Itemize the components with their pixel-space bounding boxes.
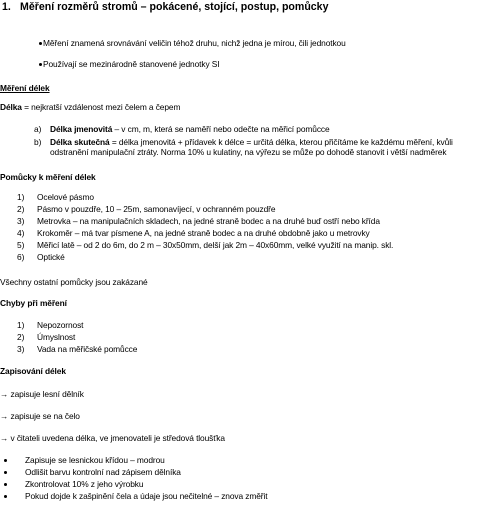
definition-text: = nejkratší vzdálenost mezi čelem a čepem xyxy=(21,102,181,112)
list-marker: 1) xyxy=(17,192,25,202)
arrow-line: → zapisuje lesní dělník xyxy=(0,389,84,399)
list-item-term: Délka skutečná xyxy=(50,137,110,147)
intro-bullet-text: Měření znamená srovnávání veličin téhož druhu, nichž jedna je mírou, čili jednotkou xyxy=(43,38,346,48)
list-item-text: = délka jmenovitá + přídavek k délce = určitá délka, kterou přičítáme ke každému měření, kvůli xyxy=(109,137,453,147)
list-item: Krokoměr – má tvar písmene A, na jedné straně bodec a na druhé obdobně jako u metrovky xyxy=(37,228,370,238)
list-item-text: – v cm, m, která se naměří nebo odečte na měřicí pomůcce xyxy=(112,124,330,134)
list-item-delka-skutecna xyxy=(50,137,453,147)
bullet-item: Zapisuje se lesnickou křídou – modrou xyxy=(25,455,165,465)
list-item: Ocelové pásmo xyxy=(37,192,94,202)
arrow-line: → v čitateli uvedena délka, ve jmenovateli je středová tloušťka xyxy=(0,433,225,443)
bullet-item: Pokud dojde k zašpinění čela a údaje jsou nečitelné – znova změřit xyxy=(25,491,268,501)
bullet-item: Zkontrolovat 10% z jeho výrobku xyxy=(25,479,144,489)
list-marker: 2) xyxy=(17,204,25,214)
bullet-marker xyxy=(4,459,7,462)
bullet-marker xyxy=(4,495,7,498)
section-heading-mereni-delek: Měření délek xyxy=(0,83,50,93)
bullet-marker xyxy=(39,63,42,66)
list-item-continuation: odstranění manipulační ztráty. Norma 10% u kulatiny, na výřezu se může po dohodě stanovit i větší nadměrek xyxy=(50,147,447,157)
list-marker: 3) xyxy=(17,344,25,354)
page-title: Měření rozměrů stromů – pokácené, stojící, postup, pomůcky xyxy=(20,1,329,13)
arrow-line: → zapisuje se na čelo xyxy=(0,411,80,421)
list-item: Měřicí latě – od 2 do 6m, do 2 m – 30x50mm, delší jak 2m – 40x60mm, velké využití na manip. skl. xyxy=(37,240,394,250)
bullet-marker xyxy=(4,471,7,474)
list-marker: 5) xyxy=(17,240,25,250)
bullet-item: Odlišit barvu kontrolní nad zápisem dělníka xyxy=(25,467,181,477)
intro-bullet-text: Používají se mezinárodně stanovené jednotky SI xyxy=(43,59,220,69)
list-marker: 4) xyxy=(17,228,25,238)
list-item: Pásmo v pouzdře, 10 – 25m, samonavíjecí, v ochranném pouzdře xyxy=(37,204,276,214)
list-marker: 1) xyxy=(17,320,25,330)
bullet-marker xyxy=(4,483,7,486)
list-item: Vada na měřičské pomůcce xyxy=(37,344,138,354)
definition-delka xyxy=(0,102,180,112)
list-marker: 3) xyxy=(17,216,25,226)
note-text: Všechny ostatní pomůcky jsou zakázané xyxy=(0,277,148,287)
list-item-delka-jmenovita xyxy=(50,124,330,134)
list-item: Optické xyxy=(37,252,65,262)
section-heading-zapisovani: Zapisování délek xyxy=(0,366,66,376)
list-marker: 6) xyxy=(17,252,25,262)
bullet-marker xyxy=(39,42,42,45)
list-item-term: Délka jmenovitá xyxy=(50,124,113,134)
section-heading-pomucky: Pomůcky k měření délek xyxy=(0,172,96,182)
list-marker: b) xyxy=(34,137,42,147)
list-marker: a) xyxy=(34,124,42,134)
list-marker: 2) xyxy=(17,332,25,342)
section-number: 1. xyxy=(2,1,11,13)
list-item: Nepozornost xyxy=(37,320,84,330)
definition-term: Délka xyxy=(0,102,22,112)
section-heading-chyby: Chyby při měření xyxy=(0,298,67,308)
list-item: Úmyslnost xyxy=(37,332,76,342)
list-item: Metrovka – na manipulačních skladech, na jedné straně bodec a na druhé buď ostří nebo křída xyxy=(37,216,380,226)
